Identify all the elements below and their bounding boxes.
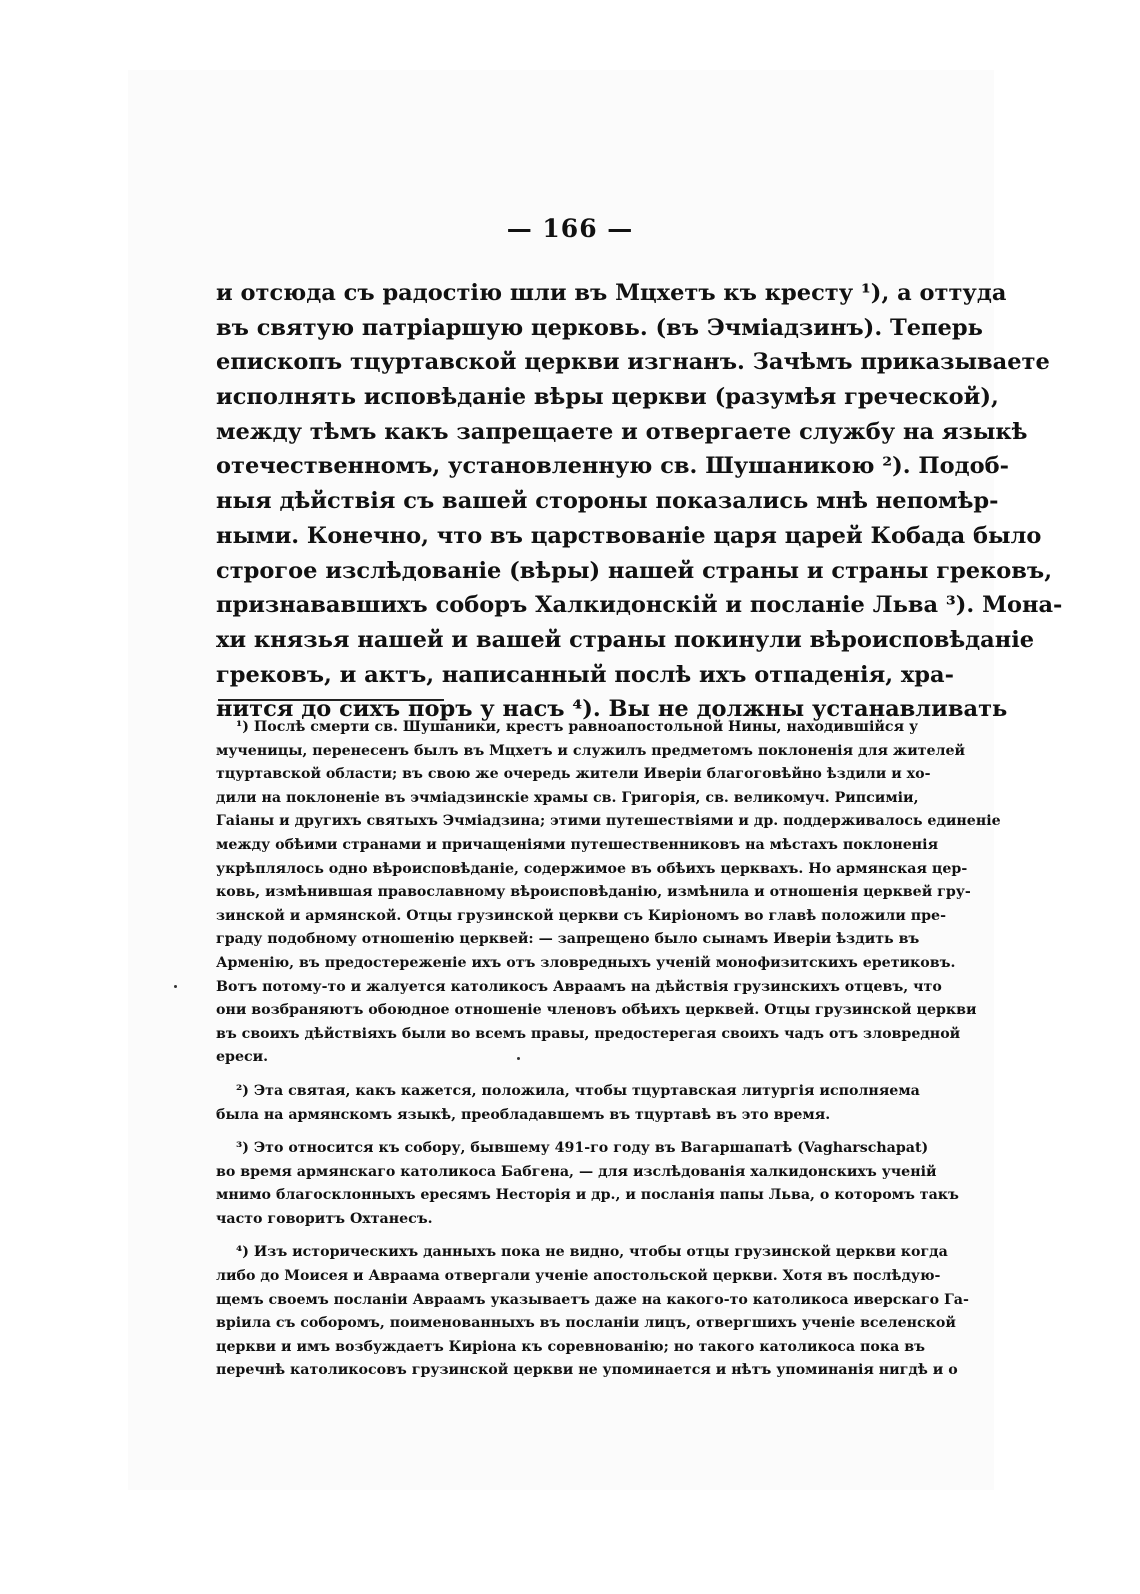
footnote-line: вріила съ соборомъ, поименованныхъ въ посланіи лицъ, отвергшихъ ученіе вселенской [216, 1315, 956, 1332]
footnote-line: ковь, измѣнившая православному вѣроисповѣданію, измѣнила и отношенія церквей гру- [216, 884, 971, 901]
main-text-line: грековъ, и актъ, написанный послѣ ихъ отпаденія, хра- [216, 661, 954, 688]
footnote-line: ³) Это относится къ собору, бывшему 491-го году въ Вагаршапатѣ (Vagharschapat) [236, 1140, 929, 1157]
footnote-line: щемъ своемъ посланіи Авраамъ указываетъ даже на какого-то католикоса иверскаго Га- [216, 1291, 969, 1308]
footnote-line: мученицы, перенесенъ былъ въ Мцхетъ и служилъ предметомъ поклоненія для жителей [216, 742, 966, 759]
footnote-line: Гаіаны и другихъ святыхъ Эчміадзина; этими путешествіями и др. поддерживалось единеніе [216, 813, 1001, 830]
main-text-line: исполнять исповѣданіе вѣры церкви (разумѣя греческой), [216, 384, 999, 411]
footnote-line: либо до Моисея и Авраама отвергали ученіе апостольской церкви. Хотя въ послѣдую- [216, 1268, 941, 1285]
main-text-line: нится до сихъ поръ у насъ ⁴). Вы не должны устанавливать [216, 696, 1008, 723]
footnote-line: ²) Эта святая, какъ кажется, положила, чтобы тцуртавская литургія исполняема [236, 1082, 920, 1099]
main-text-line: строгое изслѣдованіе (вѣры) нашей страны и страны грековъ, [216, 557, 1053, 584]
footnote-line: мнимо благосклонныхъ ересямъ Несторія и др., и посланія папы Льва, о которомъ такъ [216, 1187, 959, 1204]
footnote-separator-rule [218, 699, 444, 701]
main-text-line: и отсюда съ радостію шли въ Мцхетъ къ кресту ¹), а оттуда [216, 280, 1007, 306]
footnote-line: дили на поклоненіе въ эчміадзинскіе храмы св. Григорія, св. великомуч. Рипсиміи, [216, 789, 919, 806]
footnote-line: была на армянскомъ языкѣ, преобладавшемъ въ тцуртавѣ въ это время. [216, 1106, 831, 1123]
footnote-line: въ своихъ дѣйствіяхъ были во всемъ правы, предостерегая своихъ чадъ отъ зловредной [216, 1025, 961, 1042]
footnote-2 [216, 1080, 920, 1127]
footnote-4 [216, 1241, 969, 1383]
main-text-line: ными. Конечно, что въ царствованіе царя царей Кобада было [216, 522, 1042, 549]
footnote-line: перечнѣ католикосовъ грузинской церкви не упоминается и нѣтъ упоминанія нигдѣ и о [216, 1362, 958, 1379]
footnote-line: во время армянскаго католикоса Бабгена, — для изслѣдованія халкидонскихъ ученій [216, 1163, 937, 1180]
footnote-line: церкви и имъ возбуждаетъ Киріона къ соревнованію; но такого католикоса пока въ [216, 1338, 925, 1355]
footnote-line: они возбраняютъ обоюдное отношеніе членовъ обѣихъ церквей. Отцы грузинской церкви [216, 1002, 977, 1019]
footnote-1 [216, 716, 1001, 1070]
main-text-line: признававшихъ соборъ Халкидонскій и посланіе Льва ³). Мона- [216, 592, 1063, 619]
footnote-line: укрѣплялось одно вѣроисповѣданіе, содержимое въ обѣихъ церквахъ. Но армянская цер- [216, 860, 968, 877]
main-text-line: отечественномъ, установленную св. Шушаникою ²). Подоб- [216, 453, 1009, 480]
footnote-line: ⁴) Изъ историческихъ данныхъ пока не видно, чтобы отцы грузинской церкви когда [236, 1244, 948, 1261]
scan-speck [517, 1057, 520, 1060]
footnotes [216, 716, 1001, 1393]
footnote-line: граду подобному отношенію церквей: — запрещено было сынамъ Иверіи ѣздить въ [216, 931, 920, 948]
footnote-3 [216, 1137, 959, 1231]
footnote-line: Арменію, въ предостереженіе ихъ отъ зловредныхъ ученій монофизитскихъ еретиковъ. [216, 954, 956, 971]
footnote-line: часто говоритъ Охтанесъ. [216, 1210, 433, 1227]
scan-speck [174, 985, 177, 988]
main-text-line: ныя дѣйствія съ вашей стороны показались мнѣ непомѣр- [216, 488, 999, 515]
footnote-line: тцуртавской области; въ свою же очередь жители Иверіи благоговѣйно ѣздили и хо- [216, 766, 931, 783]
main-text-line: въ святую патріаршую церковь. (въ Эчміадзинъ). Теперь [216, 314, 983, 341]
footnote-line: Вотъ потому-то и жалуется католикосъ Авраамъ на дѣйствія грузинскихъ отцевъ, что [216, 978, 942, 995]
main-text-line: хи князья нашей и вашей страны покинули вѣроисповѣданіе [216, 626, 1035, 653]
main-text-line: епископъ тцуртавской церкви изгнанъ. Зачѣмъ приказываете [216, 349, 1050, 376]
footnote-line: между обѣими странами и причащеніями путешественниковъ на мѣстахъ поклоненія [216, 836, 939, 853]
footnote-line: ¹) Послѣ смерти св. Шушаники, крестъ равноапостольной Нины, находившійся у [236, 719, 919, 735]
footnote-line: ереси. [216, 1049, 269, 1066]
main-text-line: между тѣмъ какъ запрещаете и отвергаете службу на языкѣ [216, 418, 1028, 445]
footnote-line: зинской и армянской. Отцы грузинской церкви съ Киріономъ во главѣ положили пре- [216, 907, 946, 924]
page-number: — 166 — [506, 214, 634, 243]
